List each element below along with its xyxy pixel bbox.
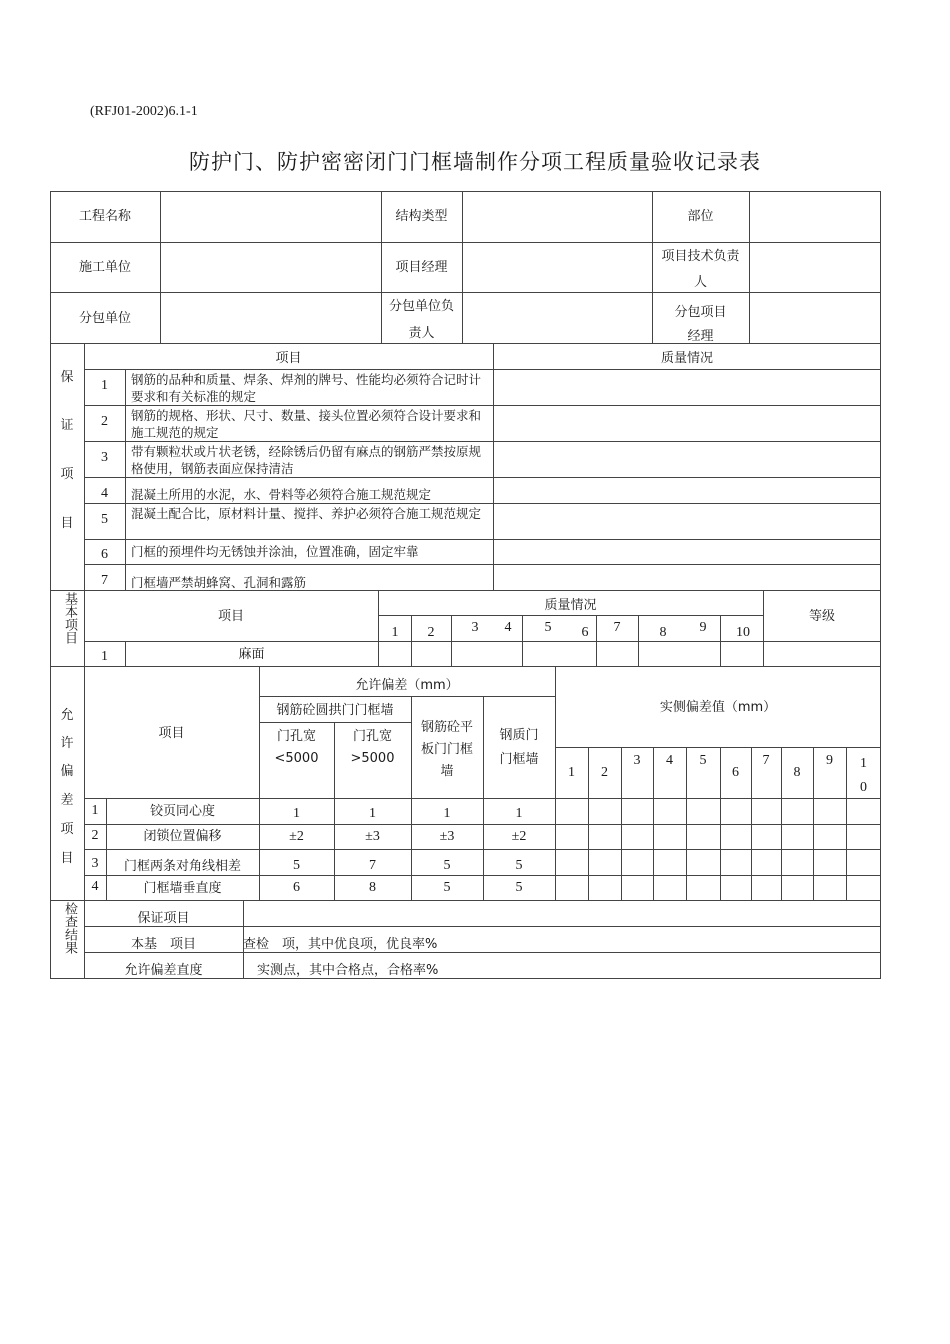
measured-col-header: 5 [699,753,707,768]
allowed-row-name: 铰页同心度 [149,804,215,819]
allowed-value: 1 [293,806,300,821]
allowed-side-label-2: 许 [60,736,74,751]
arch-frame-header: 钢筋砼圆拱门门框墙 [276,703,394,718]
guarantee-row-no: 1 [101,378,108,393]
measured-col-header: 3 [633,753,641,768]
basic-col-header: 8 [659,625,667,640]
basic-col-header: 2 [427,625,435,640]
project-name-label: 工程名称 [78,209,131,224]
measured-col-header: 7 [762,753,770,768]
project-manager-label: 项目经理 [395,260,448,275]
flat-frame-header-3: 墙 [440,764,454,779]
measured-col-header: 6 [732,765,739,780]
guarantee-row-no: 2 [101,414,108,429]
allowed-side-label-3: 偏 [60,764,74,779]
basic-quality-header: 质量情况 [544,598,597,613]
allowed-side-label-1: 允 [60,708,74,723]
tech-lead-label-cont: 人 [693,275,707,290]
inspection-record-table [50,191,881,979]
steel-frame-header-2: 门框墙 [499,752,539,767]
guarantee-row-text: 钢筋的规格、形状、尺寸、数量、接头位置必须符合设计要求和施工规范的规定 [131,408,482,440]
result-allowed-label: 允许偏差直度 [124,963,203,978]
guarantee-quality-header: 质量情况 [660,351,713,366]
allowed-value: 1 [443,806,451,821]
basic-col-header: 4 [504,620,512,635]
measured-col-header: 8 [793,765,801,780]
basic-col-header: 10 [736,625,750,640]
form-title: 防护门、防护密密闭门门框墙制作分项工程质量验收记录表 [189,150,761,174]
guarantee-row-text: 带有颗粒状或片状老锈，经除锈后仍留有麻点的钢筋严禁按原规格使用，钢筋表面应保持清洁 [131,444,482,476]
allowed-item-header: 项目 [158,726,185,741]
subcontract-manager-label: 分包项目 [674,305,727,320]
guarantee-row-no: 4 [101,486,108,501]
basic-col-header: 6 [581,625,589,640]
allowed-value: 5 [443,858,451,873]
wide-opening-header: 门孔宽 [352,729,392,744]
result-guarantee-label: 保证项目 [137,911,190,926]
measured-col-header: 9 [826,753,833,768]
subcontract-manager-label-cont: 经理 [687,329,714,344]
measured-col-header: 4 [666,753,673,768]
guarantee-row-text: 门框的预埋件均无锈蚀并涂油，位置准确，固定牢靠 [131,544,419,559]
basic-item-header: 项目 [217,609,244,624]
guarantee-row-text: 钢筋的品种和质量、焊条、焊剂的牌号、性能均必须符合记时计要求和有关标准的规定 [131,372,482,404]
basic-col-header: 3 [471,620,479,635]
wide-opening-limit: >5000 [350,751,395,766]
guarantee-side-label-4: 目 [60,516,74,531]
guarantee-row-text: 混凝土配合比，原材料计量、搅拌、养护必须符合施工规范规定 [131,506,482,521]
guarantee-row-no: 7 [101,573,108,588]
subcontract-lead-label-cont: 责人 [408,326,435,341]
result-basic-value: 查检 项，其中优良项，优良率% [243,937,438,952]
tech-lead-label: 项目技术负责 [661,249,740,264]
result-side-label: 检查结果 [62,902,77,954]
allowed-value: ±2 [289,829,304,844]
allowed-value: ±3 [365,829,380,844]
allowed-value: 8 [369,880,376,895]
allowed-side-label-5: 项 [60,822,74,837]
tolerance-header: 允许偏差（mm） [355,678,459,693]
allowed-value: 5 [443,880,451,895]
basic-col-header: 9 [699,620,707,635]
construction-unit-label: 施工单位 [78,260,131,275]
allowed-value: 7 [369,858,376,873]
guarantee-row-no: 6 [101,547,108,562]
basic-col-header: 1 [391,625,399,640]
allowed-row-name: 门框墙垂直度 [143,881,222,896]
allowed-value: 5 [515,880,523,895]
guarantee-row-text: 混凝土所用的水泥，水、骨料等必须符合施工规范规定 [131,487,432,502]
guarantee-side-label-3: 项 [60,467,74,482]
guarantee-side-label-1: 保 [60,370,74,385]
result-basic-label: 本基 项目 [130,937,196,952]
guarantee-row-no: 5 [101,512,108,527]
result-allowed-value: 实测点，其中合格点，合格率% [257,963,439,978]
steel-frame-header: 钢质门 [499,728,539,743]
narrow-opening-limit: <5000 [274,751,319,766]
measured-col-header: 0 [860,780,867,795]
subcontract-unit-label: 分包单位 [78,311,131,326]
basic-row-text: 麻面 [238,647,265,662]
allowed-row-no: 4 [91,879,99,894]
structure-type-label: 结构类型 [395,209,448,224]
measured-col-header: 2 [601,765,608,780]
basic-side-label: 基本项目 [62,592,77,644]
allowed-value: 6 [293,880,300,895]
subcontract-lead-label: 分包单位负 [388,299,454,314]
allowed-value: 5 [515,858,523,873]
allowed-side-label-4: 差 [60,793,74,808]
allowed-row-no: 3 [91,856,99,871]
flat-frame-header-2: 板门门框 [420,742,473,757]
basic-row-no: 1 [101,649,108,664]
narrow-opening-header: 门孔宽 [276,729,316,744]
allowed-side-label-6: 目 [60,851,74,866]
allowed-row-name: 闭锁位置偏移 [143,829,222,844]
basic-col-header: 5 [544,620,552,635]
measured-col-header: 1 [860,756,867,771]
guarantee-row-no: 3 [101,450,108,465]
allowed-value: 5 [293,858,300,873]
allowed-row-no: 2 [91,828,99,843]
measured-header: 实侧偏差值（mm） [659,700,777,715]
basic-grade-header: 等级 [808,609,835,624]
position-label: 部位 [687,209,714,224]
allowed-value: 1 [369,806,376,821]
allowed-row-no: 1 [91,803,99,818]
measured-col-header: 1 [568,765,575,780]
guarantee-item-header: 项目 [275,351,302,366]
flat-frame-header: 钢筋砼平 [420,720,473,735]
allowed-value: ±2 [511,829,527,844]
form-code: (RFJ01-2002)6.1-1 [90,104,198,119]
guarantee-row-text: 门框墙严禁胡蜂窝、孔洞和露筋 [131,575,307,590]
allowed-value: ±3 [439,829,455,844]
basic-col-header: 7 [613,620,621,635]
allowed-row-name: 门框两条对角线相差 [123,859,241,874]
guarantee-side-label-2: 证 [60,418,74,433]
allowed-value: 1 [515,806,523,821]
